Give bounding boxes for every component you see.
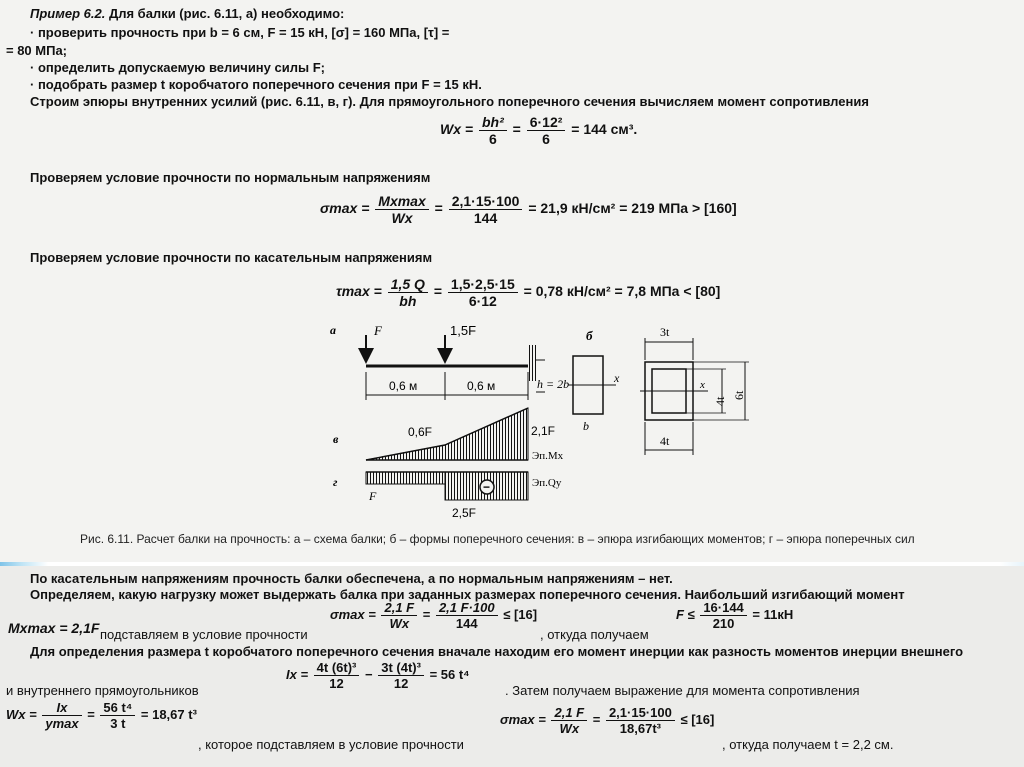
- wx-formula: Wx = $\frac{\text{bh²}}{6}$ = $\frac{\text{6·12²}}{6}$ = 144 см³.: [440, 114, 638, 147]
- task-item-1: · проверить прочность при b = 6 см, F = 15 кН, [σ] = 160 МПа, [τ] =: [30, 25, 450, 40]
- lower-line-4b: . Затем получаем выражение для момента сопротивления: [505, 683, 860, 698]
- wx2-formula: Wx = $\frac{Ix}{ymax}$ = $\frac{\text{56 t⁴}}{3 t}$ = 18,67 t³: [6, 700, 197, 731]
- lower-line-1: По касательным напряжениям прочность балки обеспечена, а по нормальным напряжениям – нет.: [30, 571, 673, 586]
- example-number: Пример 6.2.: [30, 6, 106, 21]
- label-force-15f: 1,5F: [450, 323, 477, 338]
- mx-tail-text: подставляем в условие прочности: [100, 627, 308, 642]
- label-6t: 6t: [732, 390, 746, 400]
- label-4t-right: 4t: [713, 396, 727, 406]
- lower-line-4a: и внутреннего прямоугольников: [6, 683, 199, 698]
- shear-diagram: [366, 472, 528, 500]
- minus-sign: −: [483, 480, 491, 494]
- label-h: h = 2b: [537, 377, 570, 391]
- label-ep-m: Эп.Mx: [532, 450, 564, 462]
- label-force-f: F: [374, 323, 382, 338]
- label-x: x: [614, 371, 620, 385]
- example-task: Для балки (рис. 6.11, а) необходимо:: [108, 6, 345, 21]
- shear-check-text: Проверяем условие прочности по касательным напряжениям: [30, 250, 433, 265]
- label-span-1: 0,6 м: [389, 379, 418, 393]
- label-3t: 3t: [660, 325, 670, 339]
- moment-area: [366, 408, 528, 460]
- label-ep-q: Эп.Qy: [532, 477, 562, 489]
- label-q-25f: 2,5F: [452, 506, 477, 520]
- lower-line-3: Для определения размера t коробчатого поперечного сечения вначале находим его момент инерции как разность моментов инерции внешнего: [30, 644, 964, 659]
- task-item-1-continued: = 80 МПа;: [6, 43, 68, 58]
- label-span-2: 0,6 м: [467, 379, 496, 393]
- label-v: в: [333, 432, 339, 446]
- sigma2-formula: σmax = $\frac{2,1 F}{Wx}$ = $\frac{2,1 F\cdot 100}{144}$ ≤ [16]: [330, 600, 538, 631]
- task-item-2: · определить допускаемую величину силы F;: [30, 60, 325, 75]
- rect-cross-section: [568, 356, 616, 414]
- tau-formula: τmax = $\frac{1,5 Q}{bh}$ = $\frac{1,5\cdot 2,5\cdot 15}{6\cdot 12}$ = 0,78 кН/см² = 7,8 МПа < [80]: [336, 276, 721, 309]
- label-b: б: [586, 328, 593, 343]
- figure-caption: Рис. 6.11. Расчет балки на прочность: а – схема балки; б – формы поперечного сечения: в – эпюра изгибающих моментов; г – эпюра поперечных сил: [80, 532, 915, 546]
- label-06f: 0,6F: [408, 425, 433, 439]
- shear-area-1: [366, 472, 445, 484]
- sigma3-formula: σmax = $\frac{2,1 F}{Wx}$ = $\frac{2,1\cdot 15\cdot 100}{\text{18,67t³}}$ ≤ [16]: [500, 705, 715, 736]
- label-a: а: [330, 323, 336, 337]
- label-b-width: b: [583, 419, 589, 433]
- label-q-f: F: [369, 489, 377, 503]
- normal-check-text: Проверяем условие прочности по нормальным напряжениям: [30, 170, 431, 185]
- label-g: г: [333, 475, 338, 489]
- mx-expression: Mxmax = 2,1F: [8, 620, 100, 636]
- ix-formula: Ix = $\frac{\text{4t (6t)³}}{12}$ − $\frac{\text{3t (4t)³}}{12}$ = 56 t⁴: [286, 660, 470, 691]
- fixed-support: [528, 345, 536, 381]
- label-x-box: x: [700, 379, 705, 391]
- lower-line-5b: , откуда получаем t = 2,2 см.: [722, 737, 894, 752]
- sigma-formula: σmax = $\frac{Mxmax}{Wx}$ = $\frac{2,1\cdot 15\cdot 100}{144}$ = 21,9 кН/см² = 219 МПа > [160]: [320, 193, 737, 226]
- lower-line-2: Определяем, какую нагрузку может выдержать балка при заданных размерах поперечного сечения. Наибольший изгибающий момент: [30, 587, 905, 602]
- intro-text: Строим эпюры внутренних усилий (рис. 6.11, в, г). Для прямоугольного поперечного сечения вычисляем момент сопротивления: [30, 94, 869, 109]
- label-4t-bottom: 4t: [660, 434, 670, 448]
- lower-line-5a: , которое подставляем в условие прочности: [198, 737, 464, 752]
- label-21f: 2,1F: [531, 424, 556, 438]
- task-item-3: · подобрать размер t коробчатого поперечного сечения при F = 15 кН.: [30, 77, 482, 92]
- force-limit-formula: F ≤ $\frac{16\cdot 144}{210}$ = 11кН: [676, 600, 794, 631]
- moment-diagram: [366, 408, 528, 460]
- whence-text: , откуда получаем: [540, 627, 649, 642]
